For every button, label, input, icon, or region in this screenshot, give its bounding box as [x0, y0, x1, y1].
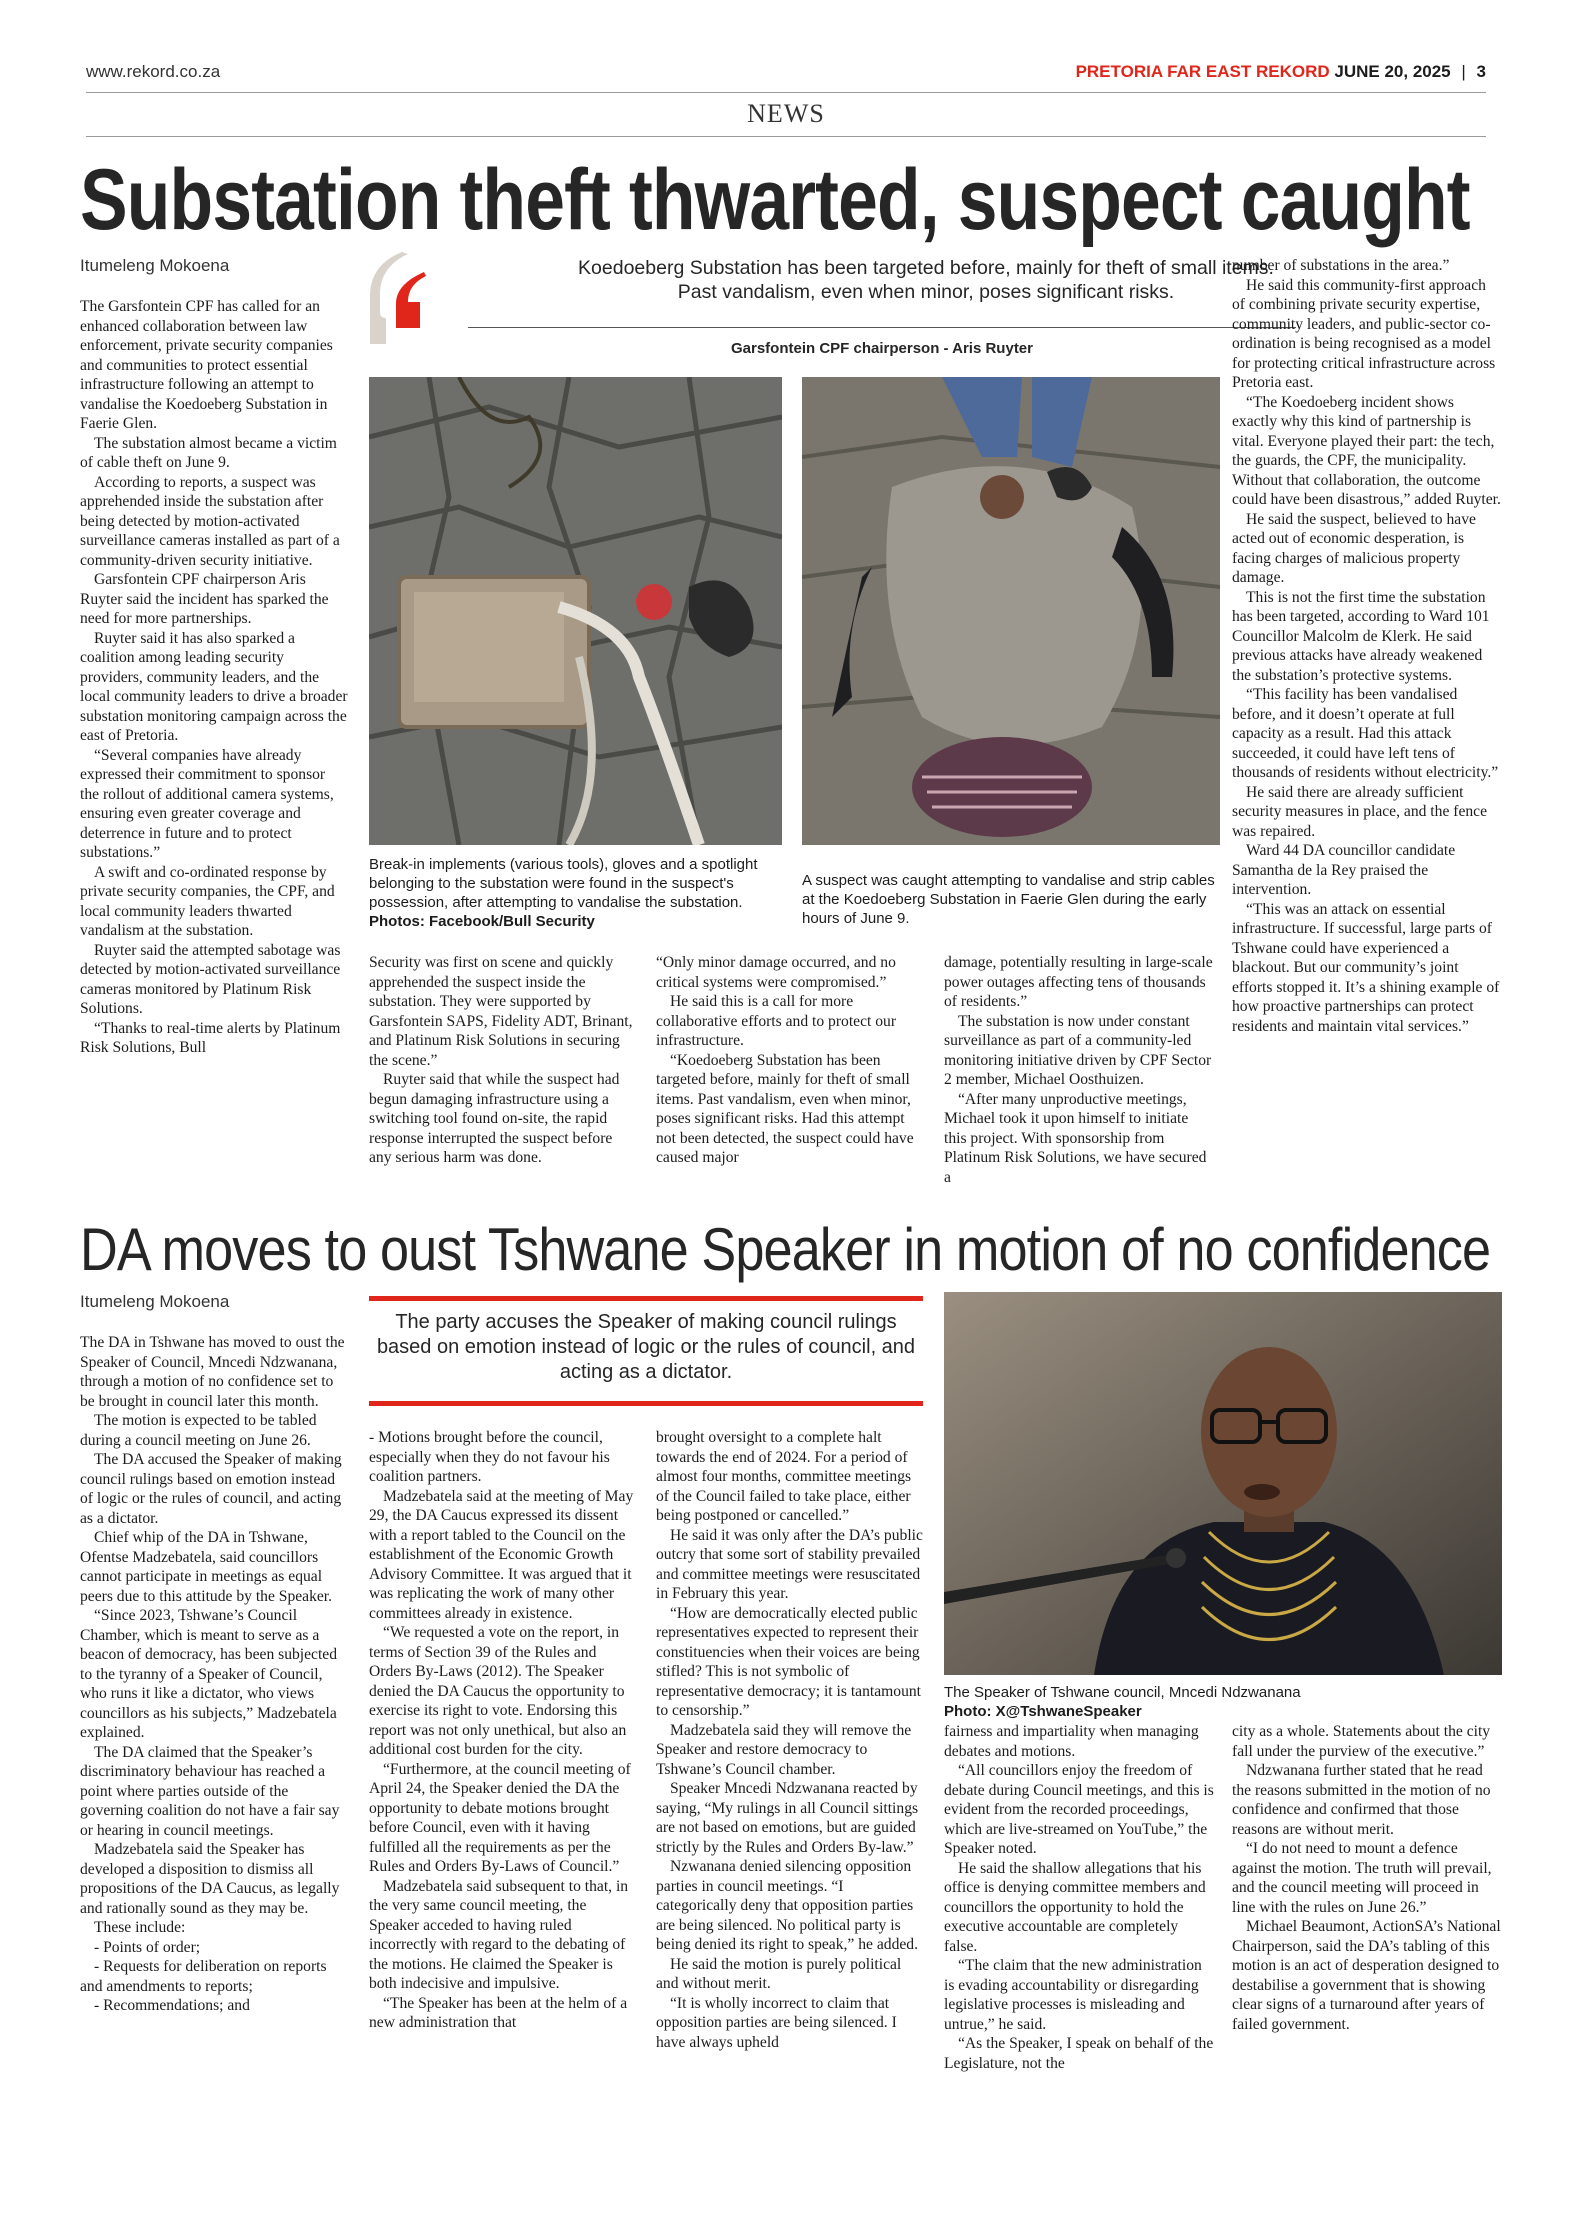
paragraph: “Koedoeberg Substation has been targeted before, mainly for theft of small items. Past vandalism, even when minor, poses significant risks. Had this attempt not been detected, the suspect could have caused major: [656, 1051, 914, 1166]
speaker-caption-text: The Speaker of Tshwane council, Mncedi Ndzwanana: [944, 1684, 1301, 1701]
paragraph: “It is wholly incorrect to claim that opposition parties are being silenced. I have always upheld: [656, 1994, 897, 2051]
photo1-caption: [369, 855, 782, 931]
article2-pull-quote: The party accuses the Speaker of making council rulings based on emotion instead of logic or the rules of council, and acting as a dictator.: [376, 1311, 916, 1383]
paragraph: “Furthermore, at the council meeting of April 24, the Speaker denied the DA the opportunity to debate motions brought before Council, even with it having fulfilled all the requirements as per the Rules and Orders By-Laws of Council.”: [369, 1760, 631, 1875]
paragraph: Ndzwanana further stated that he read the reasons submitted in the motion of no confidence and confirmed that those reasons are without merit.: [1232, 1762, 1491, 1838]
paragraph: “This facility has been vandalised before, and it doesn’t operate at full capacity as a result. Had this attack succeeded, it could have left tens of thousands of residents without electricity.”: [1232, 686, 1499, 781]
paragraph: Ruyter said it has also sparked a coalition among leading security providers, community leaders, and the local community leaders to drive a broader substation monitoring campaign across the east of Pretoria.: [80, 629, 348, 744]
implements-photo-image: [369, 377, 782, 845]
article1-headline: Substation theft thwarted, suspect caught: [80, 152, 1470, 248]
photo2-caption: A suspect was caught attempting to vandalise and strip cables at the Koedoeberg Substation in Faerie Glen during the early hours of June 9.: [802, 872, 1215, 927]
paragraph: - Recommendations; and: [94, 1997, 250, 2014]
paragraph: The DA claimed that the Speaker’s discriminatory behaviour has reached a point where parties outside of the governing coalition do not have a fair say or hearing in council meetings.: [80, 1743, 340, 1839]
article2-column-5: [1232, 1722, 1502, 2034]
article2-byline: Itumeleng Mokoena: [80, 1292, 230, 1311]
paragraph: Madzebatela said the Speaker has developed a disposition to dismiss all propositions of the DA Caucus, as legally and rationally sound as they may be.: [80, 1841, 340, 1917]
opening-quote-icon: [368, 252, 430, 347]
article2-headline: DA moves to oust Tshwane Speaker in motion of no confidence: [80, 1216, 1491, 1283]
masthead-separator: |: [1461, 62, 1466, 81]
section-rule: [86, 136, 1486, 137]
article2-column-1: [80, 1333, 348, 2016]
paragraph: The substation is now under constant surveillance as part of a community-led monitoring initiative driven by CPF Sector 2 member, Michael Oosthuizen.: [944, 1012, 1212, 1088]
paragraph: “This was an attack on essential infrastructure. If successful, large parts of Tshwane could have experienced a blackout. But our community’s joint efforts stopped it. It’s a shining example of how proactive partnerships can protect residents and maintain vital services.”: [1232, 900, 1500, 1035]
paragraph: “Only minor damage occurred, and no critical systems were compromised.”: [656, 954, 896, 991]
pull-quote-rule: [468, 327, 1296, 328]
paragraph: “After many unproductive meetings, Michael took it upon himself to initiate this project. With sponsorship from Platinum Risk Solutions, we have secured a: [944, 1090, 1207, 1186]
paragraph: He said the suspect, believed to have acted out of economic desperation, is facing charges of malicious property damage.: [1232, 510, 1476, 586]
section-label: NEWS: [747, 99, 825, 128]
paragraph: Madzebatela said they will remove the Speaker and restore democracy to Tshwane’s Council chamber.: [656, 1721, 912, 1778]
paragraph: “Thanks to real-time alerts by Platinum Risk Solutions, Bull: [80, 1019, 341, 1056]
paragraph: “How are democratically elected public representatives expected to represent their constituencies when their voices are being stifled? This is not symbolic of representative democracy; it is tantamount to censorship.”: [656, 1604, 921, 1719]
pull-quote-attribution: Garsfontein CPF chairperson - Aris Ruyter: [730, 340, 1033, 357]
paragraph: Chief whip of the DA in Tshwane, Ofentse Madzebatela, said councillors cannot participate in meetings as equal peers due to this attitude by the Speaker.: [80, 1529, 333, 1605]
paragraph: Speaker Mncedi Ndzwanana reacted by saying, “My rulings in all Council sittings are not based on emotions, but are guided strictly by the Rules and Orders By-law.”: [656, 1780, 919, 1856]
paper-name: PRETORIA FAR EAST REKORD: [1075, 62, 1330, 81]
pull-quote-bottom-bar: [369, 1401, 923, 1406]
paragraph: Ruyter said that while the suspect had begun damaging infrastructure using a switching tool found on-site, the rapid response interrupted the suspect before any serious harm was done.: [369, 1071, 620, 1166]
article1-pull-quote: Koedoeberg Substation has been targeted before, mainly for theft of small items. Past vandalism, even when minor, poses significant risks.: [578, 257, 1274, 303]
paragraph: “Since 2023, Tshwane’s Council Chamber, which is meant to serve as a beacon of democracy, has been subjected to the tyranny of a Speaker of Council, who runs it like a dictator, who views councillors as his subjects,” Madzebatela explained.: [80, 1607, 338, 1741]
issue-date: JUNE 20, 2025: [1334, 62, 1451, 81]
article1-column-2: [369, 953, 637, 1168]
photo1-credit: Photos: Facebook/Bull Security: [369, 913, 595, 930]
paragraph: “Several companies have already expressed their commitment to sponsor the rollout of additional camera systems, ensuring even greater coverage and deterrence in future and to protect substations.”: [80, 746, 334, 861]
paragraph: He said it was only after the DA’s public outcry that some sort of stability prevailed and committee meetings were resuscitated in February this year.: [656, 1526, 923, 1602]
speaker-photo-caption: [944, 1683, 1502, 1721]
article2-column-4: [944, 1722, 1214, 2073]
paragraph: number of substations in the area.”: [1232, 257, 1450, 274]
masthead: [1076, 62, 1486, 82]
paragraph: “I do not need to mount a defence against the motion. The truth will prevail, and the council meeting will proceed in line with the rules on June 26.”: [1232, 1840, 1492, 1916]
paragraph: The Garsfontein CPF has called for an enhanced collaboration between law enforcement, private security companies and communities to protect essential infrastructure following an attempt to vandalise the Koedoeberg Substation in Faerie Glen.: [80, 298, 333, 432]
paragraph: The substation almost became a victim of cable theft on June 9.: [80, 434, 337, 471]
paragraph: Madzebatela said subsequent to that, in the very same council meeting, the Speaker acceded to having ruled incorrectly with regard to the debating of the motions. He claimed the Speaker is both indecisive and impulsive.: [369, 1877, 629, 1992]
paragraph: Security was first on scene and quickly apprehended the suspect inside the substation. They were supported by Garsfontein SAPS, Fidelity ADT, Brinant, and Platinum Risk Solutions in securing the scene.”: [369, 954, 633, 1069]
speaker-photo-credit: Photo: X@TshwaneSpeaker: [944, 1703, 1142, 1720]
speaker-photo-image: [944, 1292, 1502, 1675]
article1-column-3: [656, 953, 924, 1168]
article2-column-3: [656, 1428, 924, 2052]
paragraph: “The claim that the new administration is evading accountability or disregarding legislative processes is misleading and untrue,” he said.: [944, 1957, 1202, 2033]
paragraph: “We requested a vote on the report, in terms of Section 39 of the Rules and Orders By-Laws (2012). The Speaker denied the DA Caucus the opportunity to exercise its right to vote. Endorsing this report was not only unethical, but also an additional cost burden for the city.: [369, 1624, 627, 1758]
paragraph: damage, potentially resulting in large-scale power outages affecting tens of thousands of residents.”: [944, 954, 1213, 1010]
speaker-photo: [944, 1292, 1502, 1675]
paragraph: Ruyter said the attempted sabotage was detected by motion-activated surveillance cameras monitored by Platinum Risk Solutions.: [80, 941, 341, 1017]
paragraph: These include:: [94, 1919, 186, 1936]
paragraph: “All councillors enjoy the freedom of debate during Council meetings, and this is evident from the recorded proceedings, which are live-streamed on YouTube,” the Speaker noted.: [944, 1762, 1214, 1857]
paragraph: - Motions brought before the council, especially when they do not favour his coalition partners.: [369, 1429, 610, 1485]
paragraph: - Requests for deliberation on reports and amendments to reports;: [80, 1958, 327, 1995]
paragraph: He said the shallow allegations that his office is denying committee members and councillors the opportunity to hold the executive accountable are completely false.: [944, 1859, 1206, 1955]
photo1-caption-text: Break-in implements (various tools), gloves and a spotlight belonging to the substation were found in the suspect's possession, after attempting to vandalise the substation.: [369, 856, 758, 911]
paragraph: “The Speaker has been at the helm of a new administration that: [369, 1994, 628, 2031]
paragraph: The DA accused the Speaker of making council rulings based on emotion instead of logic or the rules of council, and acting as a dictator.: [80, 1451, 342, 1527]
paragraph: “As the Speaker, I speak on behalf of the Legislature, not the: [944, 2035, 1214, 2072]
paragraph: Madzebatela said at the meeting of May 29, the DA Caucus expressed its dissent with a report tabled to the Council on the establishment of the Economic Growth Advisory Committee. It was argued that it was replicating the work of many other committees already in existence.: [369, 1487, 634, 1622]
paragraph: He said this is a call for more collaborative efforts and to protect our infrastructure.: [656, 993, 897, 1049]
article1-column-1: [80, 297, 348, 1058]
suspect-photo: [802, 377, 1220, 845]
article2-column-2: [369, 1428, 637, 2033]
paragraph: fairness and impartiality when managing debates and motions.: [944, 1723, 1199, 1760]
paragraph: This is not the first time the substation has been targeted, according to Ward 101 Councillor Malcolm de Klerk. He said previous attacks have already weakened the substation’s protective systems.: [1232, 588, 1490, 684]
paragraph: The DA in Tshwane has moved to oust the Speaker of Council, Mncedi Ndzwanana, through a motion of no confidence set to be brought in council later this month.: [80, 1334, 345, 1410]
paragraph: The motion is expected to be tabled during a council meeting on June 26.: [80, 1412, 317, 1449]
pull-quote-top-bar: [369, 1296, 923, 1301]
paragraph: city as a whole. Statements about the city fall under the purview of the executive.”: [1232, 1723, 1491, 1760]
suspect-photo-image: [802, 377, 1220, 845]
article1-column-5: [1232, 256, 1502, 1036]
substation-implements-photo: [369, 377, 782, 845]
paragraph: He said the motion is purely political and without merit.: [656, 1955, 902, 1992]
paragraph: - Points of order;: [94, 1938, 201, 1956]
article1-byline: Itumeleng Mokoena: [80, 256, 230, 275]
paragraph: Nzwanana denied silencing opposition parties in council meetings. “I categorically deny that opposition parties are being silenced. No political party is being denied its right to speak,” he added.: [656, 1858, 918, 1953]
paragraph: “The Koedoeberg incident shows exactly why this kind of partnership is vital. Everyone played their part: the tech, the guards, the CPF, the municipality. Without that collaboration, the outcome could have been disastrous,” added Ruyter.: [1232, 393, 1501, 508]
page-number: 3: [1476, 62, 1486, 81]
paragraph: According to reports, a suspect was apprehended inside the substation after being detected by motion-activated surveillance cameras installed as part of a community-driven security initiative.: [80, 473, 340, 569]
article1-column-4: [944, 953, 1214, 1187]
paragraph: brought oversight to a complete halt towards the end of 2024. For a period of almost four months, committee meetings of the Council failed to take place, either being postponed or cancelled.”: [656, 1429, 912, 1524]
header-rule: [86, 92, 1486, 93]
paragraph: Garsfontein CPF chairperson Aris Ruyter said the incident has sparked the need for more partnerships.: [80, 571, 329, 627]
paragraph: Michael Beaumont, ActionSA’s National Chairperson, said the DA’s tabling of this motion is an act of desperation designed to destabilise a government that is showing clear signs of a turnaround after years of failed government.: [1232, 1918, 1501, 2033]
paragraph: Ward 44 DA councillor candidate Samantha de la Rey praised the intervention.: [1232, 842, 1456, 898]
site-url[interactable]: www.rekord.co.za: [86, 62, 221, 81]
paragraph: A swift and co-ordinated response by private security companies, the CPF, and local community leaders thwarted vandalism at the substation.: [80, 863, 335, 939]
paragraph: He said this community-first approach of combining private security expertise, community leaders, and public-sector co-ordination is being recognised as a model for protecting critical infrastructure across Pretoria east.: [1232, 276, 1496, 391]
paragraph: He said there are already sufficient security measures in place, and the fence was repaired.: [1232, 783, 1488, 840]
